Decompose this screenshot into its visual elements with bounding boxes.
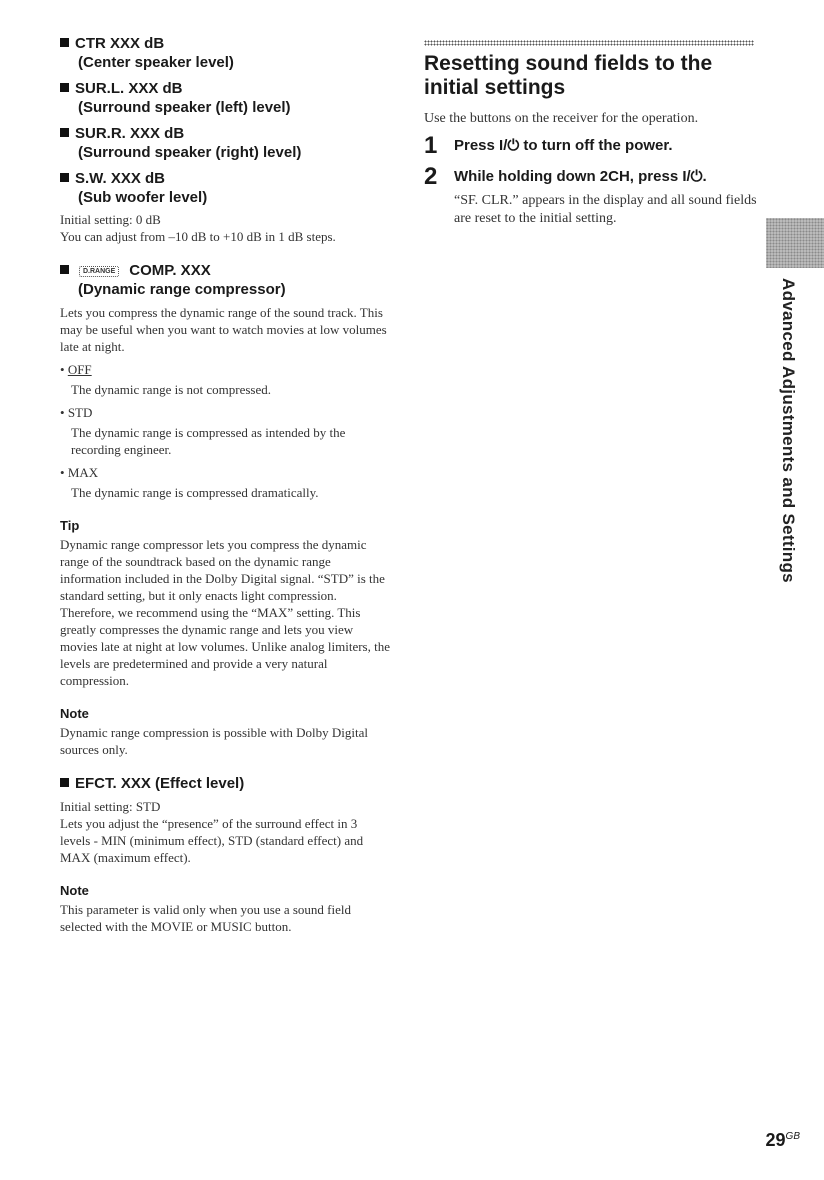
level-initial-setting: Initial setting: 0 dB xyxy=(60,212,161,227)
param-comp-subtitle: (Dynamic range compressor) xyxy=(78,281,286,298)
step-2-description: “SF. CLR.” appears in the display and all sound fields are reset to the initial setting. xyxy=(454,193,757,226)
option-off: • OFF xyxy=(60,362,92,377)
param-efct-title: EFCT. XXX (Effect level) xyxy=(60,774,390,793)
option-off-desc: The dynamic range is not compressed. xyxy=(71,382,271,397)
square-bullet-icon xyxy=(60,265,69,274)
option-max: • MAX xyxy=(60,465,99,480)
param-ctr-title: CTR XXX dB xyxy=(60,34,390,53)
step-2 xyxy=(424,163,760,190)
param-surr-title: SUR.R. XXX dB xyxy=(60,124,390,143)
step-number: 2 xyxy=(424,163,438,190)
param-sw-subtitle: (Sub woofer level) xyxy=(78,189,208,206)
section-title: Resetting sound fields to the initial settings xyxy=(424,52,713,99)
square-bullet-icon xyxy=(60,778,69,787)
option-max-desc: The dynamic range is compressed dramatically. xyxy=(71,485,319,500)
right-column xyxy=(424,40,760,228)
efct-description: Lets you adjust the “presence” of the surround effect in 3 levels - MIN (minimum effect), STD (standard effect) and MAX (maximum effect). xyxy=(60,816,364,865)
note-text-efct: This parameter is valid only when you use a sound field selected with the MOVIE or MUSIC button. xyxy=(60,902,351,934)
param-surl-subtitle: (Surround speaker (left) level) xyxy=(78,99,291,116)
param-sw-title: S.W. XXX dB xyxy=(60,169,390,188)
chapter-side-label: Advanced Adjustments and Settings xyxy=(779,278,798,583)
square-bullet-icon xyxy=(60,38,69,47)
step-number: 1 xyxy=(424,132,438,159)
step-1 xyxy=(424,132,760,159)
param-ctr-subtitle: (Center speaker level) xyxy=(78,54,234,71)
section-intro: Use the buttons on the receiver for the operation. xyxy=(424,111,699,126)
param-comp-title: D.RANGE COMP. XXX xyxy=(60,261,390,280)
step-text: Press I/⏻ to turn off the power. xyxy=(454,137,673,154)
step-text: While holding down 2CH, press I/⏻. xyxy=(454,168,707,185)
param-surr-subtitle: (Surround speaker (right) level) xyxy=(78,144,302,161)
note-heading-efct: Note xyxy=(60,883,89,898)
param-surl-title: SUR.L. XXX dB xyxy=(60,79,390,98)
tip-text: Dynamic range compressor lets you compress the dynamic range of the soundtrack based on the dynamic range information included in the Dolby Digital signal. “STD” is the standard setting, but it only enacts light compression. Therefore, we recommend using the “MAX” setting. This greatly compresses the dynamic range and lets you view movies late at night at low volumes. Unlike analog limiters, the levels are predetermined and provide a very natural compression. xyxy=(60,537,390,688)
left-column xyxy=(60,34,390,935)
option-std: • STD xyxy=(60,405,93,420)
comp-description: Lets you compress the dynamic range of the sound track. This may be useful when you want to watch movies at low volumes late at night. xyxy=(60,305,387,354)
level-range-text: You can adjust from –10 dB to +10 dB in 1 dB steps. xyxy=(60,229,336,244)
d-range-badge: D.RANGE xyxy=(79,266,119,277)
option-std-desc: The dynamic range is compressed as intended by the recording engineer. xyxy=(71,425,346,457)
section-divider xyxy=(424,40,754,46)
tip-heading: Tip xyxy=(60,518,80,533)
note-text-comp: Dynamic range compression is possible with Dolby Digital sources only. xyxy=(60,725,368,757)
chapter-tab-marker xyxy=(766,218,824,268)
square-bullet-icon xyxy=(60,128,69,137)
efct-initial-setting: Initial setting: STD xyxy=(60,799,161,814)
page-number: $29^{GB}$ xyxy=(765,1130,800,1150)
square-bullet-icon xyxy=(60,83,69,92)
note-heading-comp: Note xyxy=(60,706,89,721)
square-bullet-icon xyxy=(60,173,69,182)
